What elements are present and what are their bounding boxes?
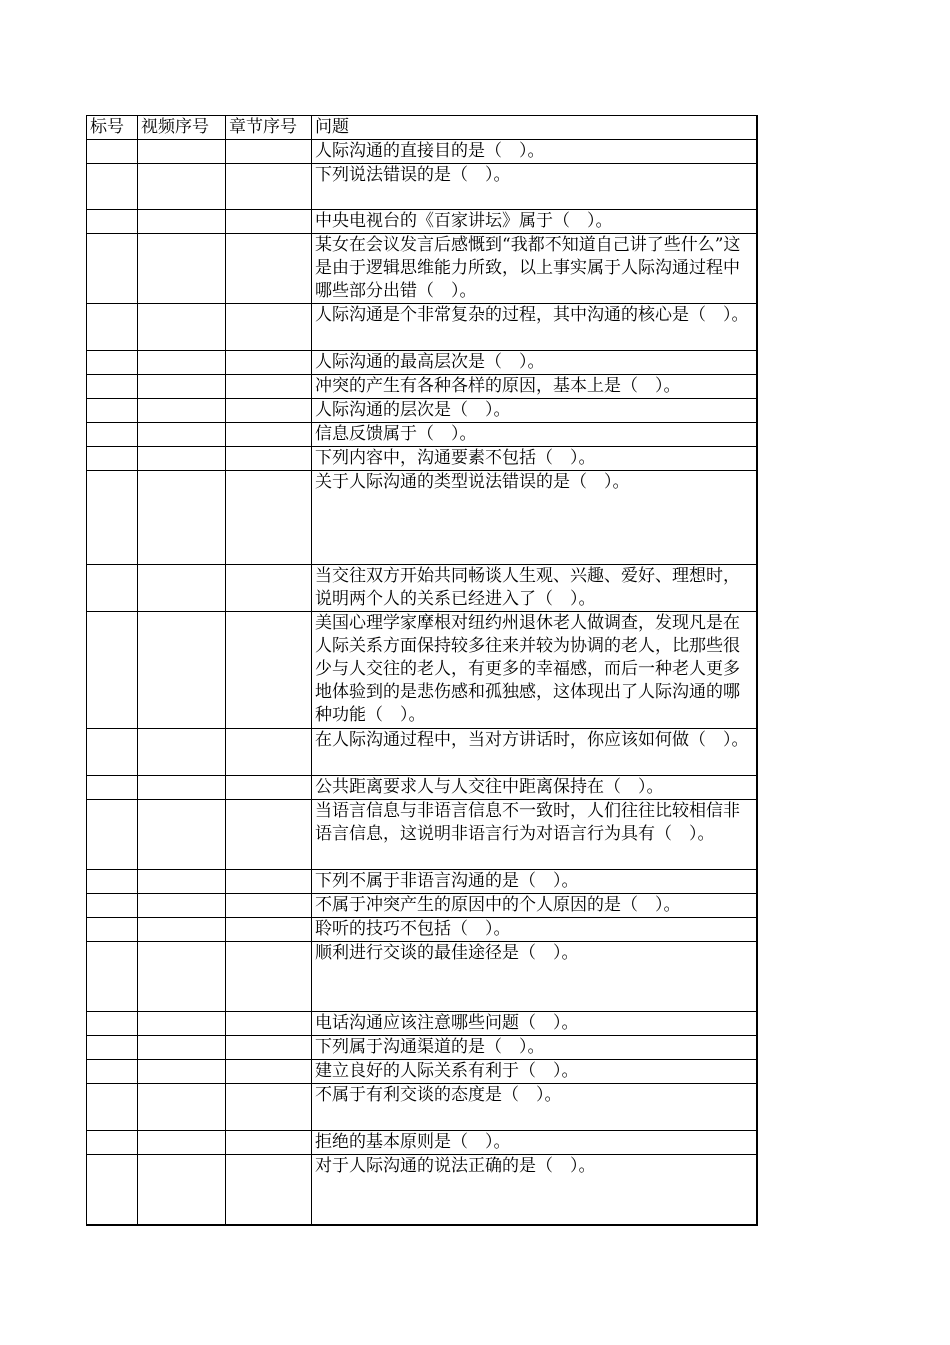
table-row <box>87 729 757 776</box>
cell-video[interactable] <box>138 140 226 164</box>
cell-video[interactable] <box>138 351 226 375</box>
cell-id[interactable] <box>87 942 138 1012</box>
cell-video[interactable] <box>138 423 226 447</box>
table-row <box>87 471 757 565</box>
table-row <box>87 612 757 729</box>
table-row <box>87 447 757 471</box>
cell-question[interactable]: 冲突的产生有各种各样的原因，基本上是（ ）。 <box>312 375 757 399</box>
cell-question[interactable]: 公共距离要求人与人交往中距离保持在（ ）。 <box>312 776 757 800</box>
cell-video[interactable] <box>138 565 226 612</box>
cell-question[interactable]: 不属于冲突产生的原因中的个人原因的是（ ）。 <box>312 894 757 918</box>
cell-id[interactable] <box>87 210 138 234</box>
cell-chapter[interactable] <box>226 375 312 399</box>
cell-id[interactable] <box>87 1155 138 1225</box>
cell-question[interactable]: 人际沟通的直接目的是（ ）。 <box>312 140 757 164</box>
cell-id[interactable] <box>87 776 138 800</box>
table-row <box>87 351 757 375</box>
cell-id[interactable] <box>87 471 138 565</box>
cell-question[interactable]: 顺利进行交谈的最佳途径是（ ）。 <box>312 942 757 1012</box>
cell-chapter[interactable] <box>226 447 312 471</box>
cell-id[interactable] <box>87 375 138 399</box>
table-row <box>87 375 757 399</box>
cell-id[interactable] <box>87 800 138 870</box>
table-row <box>87 870 757 894</box>
table-row <box>87 894 757 918</box>
cell-question[interactable]: 关于人际沟通的类型说法错误的是（ ）。 <box>312 471 757 565</box>
cell-chapter[interactable] <box>226 918 312 942</box>
cell-chapter[interactable] <box>226 942 312 1012</box>
cell-video[interactable] <box>138 1036 226 1060</box>
cell-chapter[interactable] <box>226 351 312 375</box>
cell-question[interactable]: 人际沟通是个非常复杂的过程，其中沟通的核心是（ ）。 <box>312 304 757 351</box>
cell-question[interactable]: 电话沟通应该注意哪些问题（ ）。 <box>312 1012 757 1036</box>
header-row <box>87 116 757 140</box>
cell-video[interactable] <box>138 776 226 800</box>
cell-id[interactable] <box>87 870 138 894</box>
table-row <box>87 1060 757 1084</box>
table-row <box>87 1084 757 1131</box>
cell-id[interactable] <box>87 164 138 210</box>
cell-id[interactable] <box>87 565 138 612</box>
cell-question[interactable]: 中央电视台的《百家讲坛》属于（ ）。 <box>312 210 757 234</box>
cell-video[interactable] <box>138 1012 226 1036</box>
table-row <box>87 140 757 164</box>
cell-video[interactable] <box>138 375 226 399</box>
cell-id[interactable] <box>87 1036 138 1060</box>
cell-chapter[interactable] <box>226 234 312 304</box>
cell-question[interactable]: 某女在会议发言后感慨到“我都不知道自己讲了些什么”这是由于逻辑思维能力所致，以上事实属于人际沟通过程中哪些部分出错（ ）。 <box>312 234 757 304</box>
cell-id[interactable] <box>87 423 138 447</box>
cell-video[interactable] <box>138 918 226 942</box>
question-table <box>86 115 758 1226</box>
cell-video[interactable] <box>138 1060 226 1084</box>
cell-video[interactable] <box>138 1155 226 1225</box>
cell-video[interactable] <box>138 942 226 1012</box>
cell-question[interactable]: 聆听的技巧不包括（ ）。 <box>312 918 757 942</box>
cell-video[interactable] <box>138 304 226 351</box>
cell-chapter[interactable] <box>226 304 312 351</box>
cell-video[interactable] <box>138 894 226 918</box>
cell-chapter[interactable] <box>226 894 312 918</box>
table-row <box>87 918 757 942</box>
cell-chapter[interactable] <box>226 1131 312 1155</box>
table-row <box>87 423 757 447</box>
cell-id[interactable] <box>87 729 138 776</box>
cell-chapter[interactable] <box>226 1155 312 1225</box>
cell-id[interactable] <box>87 351 138 375</box>
cell-question[interactable]: 下列说法错误的是（ ）。 <box>312 164 757 210</box>
table-row <box>87 942 757 1012</box>
cell-id[interactable] <box>87 304 138 351</box>
cell-question[interactable]: 对于人际沟通的说法正确的是（ ）。 <box>312 1155 757 1225</box>
cell-chapter[interactable] <box>226 729 312 776</box>
cell-id[interactable] <box>87 1012 138 1036</box>
cell-chapter[interactable] <box>226 1012 312 1036</box>
cell-chapter[interactable] <box>226 471 312 565</box>
cell-chapter[interactable] <box>226 1036 312 1060</box>
cell-video[interactable] <box>138 234 226 304</box>
cell-id[interactable] <box>87 918 138 942</box>
cell-chapter[interactable] <box>226 776 312 800</box>
cell-chapter[interactable] <box>226 399 312 423</box>
cell-id[interactable] <box>87 1084 138 1131</box>
cell-id[interactable] <box>87 399 138 423</box>
cell-id[interactable] <box>87 612 138 729</box>
header-video-number[interactable]: 视频序号 <box>138 116 226 140</box>
cell-video[interactable] <box>138 612 226 729</box>
cell-chapter[interactable] <box>226 140 312 164</box>
cell-question[interactable]: 当交往双方开始共同畅谈人生观、兴趣、爱好、理想时，说明两个人的关系已经进入了（ ）。 <box>312 565 757 612</box>
cell-video[interactable] <box>138 870 226 894</box>
cell-id[interactable] <box>87 140 138 164</box>
cell-question[interactable]: 在人际沟通过程中，当对方讲话时，你应该如何做（ ）。 <box>312 729 757 776</box>
cell-id[interactable] <box>87 447 138 471</box>
cell-chapter[interactable] <box>226 870 312 894</box>
cell-chapter[interactable] <box>226 423 312 447</box>
cell-video[interactable] <box>138 164 226 210</box>
table-row <box>87 234 757 304</box>
cell-video[interactable] <box>138 471 226 565</box>
cell-id[interactable] <box>87 1131 138 1155</box>
cell-question[interactable]: 下列属于沟通渠道的是（ ）。 <box>312 1036 757 1060</box>
table-row <box>87 1036 757 1060</box>
cell-id[interactable] <box>87 894 138 918</box>
table-row <box>87 1131 757 1155</box>
cell-chapter[interactable] <box>226 1060 312 1084</box>
cell-question[interactable]: 拒绝的基本原则是（ ）。 <box>312 1131 757 1155</box>
cell-video[interactable] <box>138 447 226 471</box>
cell-question[interactable]: 下列不属于非语言沟通的是（ ）。 <box>312 870 757 894</box>
table-row <box>87 304 757 351</box>
cell-question[interactable]: 不属于有利交谈的态度是（ ）。 <box>312 1084 757 1131</box>
cell-question[interactable]: 当语言信息与非语言信息不一致时，人们往往比较相信非语言信息，这说明非语言行为对语言行为具有（ ）。 <box>312 800 757 870</box>
cell-video[interactable] <box>138 729 226 776</box>
cell-video[interactable] <box>138 1131 226 1155</box>
cell-chapter[interactable] <box>226 565 312 612</box>
cell-id[interactable] <box>87 234 138 304</box>
table-row <box>87 1012 757 1036</box>
table-row <box>87 800 757 870</box>
cell-question[interactable]: 信息反馈属于（ ）。 <box>312 423 757 447</box>
cell-chapter[interactable] <box>226 612 312 729</box>
cell-video[interactable] <box>138 399 226 423</box>
cell-question[interactable]: 下列内容中，沟通要素不包括（ ）。 <box>312 447 757 471</box>
header-id[interactable]: 标号 <box>87 116 138 140</box>
table-row <box>87 776 757 800</box>
cell-video[interactable] <box>138 210 226 234</box>
cell-question[interactable]: 美国心理学家摩根对纽约州退休老人做调查，发现凡是在人际关系方面保持较多往来并较为协调的老人，比那些很少与人交往的老人，有更多的幸福感，而后一种老人更多地体验到的是悲伤感和孤独感，这体现出了人际沟通的哪种功能（ ）。 <box>312 612 757 729</box>
table-row <box>87 399 757 423</box>
table-row <box>87 565 757 612</box>
header-chapter-number[interactable]: 章节序号 <box>226 116 312 140</box>
cell-chapter[interactable] <box>226 210 312 234</box>
cell-chapter[interactable] <box>226 164 312 210</box>
cell-id[interactable] <box>87 1060 138 1084</box>
table-row <box>87 164 757 210</box>
header-question[interactable]: 问题 <box>312 116 757 140</box>
cell-chapter[interactable] <box>226 800 312 870</box>
table-row <box>87 1155 757 1225</box>
cell-question[interactable]: 人际沟通的最高层次是（ ）。 <box>312 351 757 375</box>
cell-video[interactable] <box>138 800 226 870</box>
cell-chapter[interactable] <box>226 1084 312 1131</box>
question-table-body <box>87 140 757 1225</box>
table-row <box>87 210 757 234</box>
cell-video[interactable] <box>138 1084 226 1131</box>
cell-question[interactable]: 建立良好的人际关系有利于（ ）。 <box>312 1060 757 1084</box>
cell-question[interactable]: 人际沟通的层次是（ ）。 <box>312 399 757 423</box>
